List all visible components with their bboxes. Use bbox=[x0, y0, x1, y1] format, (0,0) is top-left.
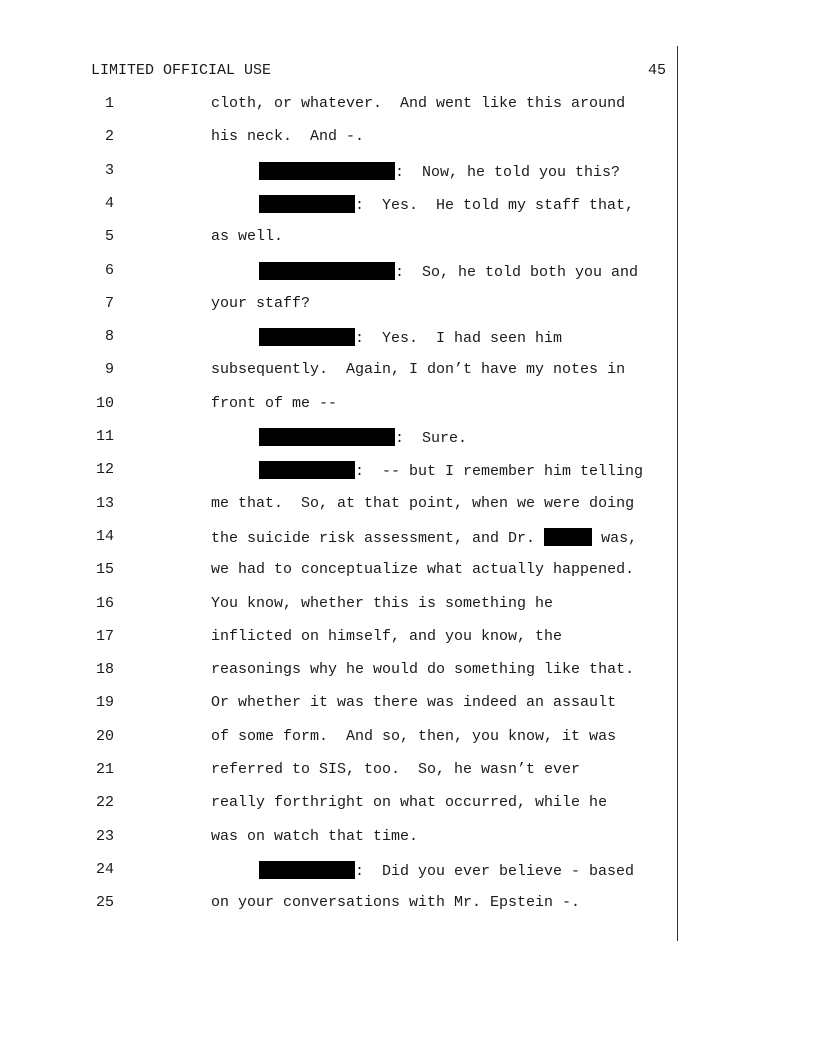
line-text-segment: me that. So, at that point, when we were doing bbox=[211, 494, 635, 512]
line-text-segment: reasonings why he would do something like that. bbox=[211, 661, 635, 679]
line-text-segment: : Now, he told you this? bbox=[395, 163, 621, 181]
line-text-segment: was on watch that time. bbox=[211, 827, 419, 845]
line-number: 19 bbox=[95, 694, 114, 712]
transcript-line bbox=[0, 794, 680, 814]
line-text bbox=[211, 228, 283, 245]
line-text bbox=[259, 861, 634, 880]
line-text bbox=[211, 361, 625, 378]
line-text bbox=[259, 328, 562, 347]
line-number: 25 bbox=[95, 894, 114, 912]
line-text-segment: we had to conceptualize what actually happened. bbox=[211, 561, 635, 579]
line-number: 5 bbox=[104, 228, 114, 246]
transcript-line bbox=[0, 361, 680, 381]
page-number: 45 bbox=[648, 62, 667, 79]
transcript-line bbox=[0, 728, 680, 748]
line-text bbox=[211, 128, 364, 145]
redacted-speaker-name bbox=[259, 428, 395, 446]
line-number: 2 bbox=[104, 128, 114, 146]
line-number: 22 bbox=[95, 794, 114, 812]
line-text-segment: his neck. And -. bbox=[211, 128, 365, 146]
line-text bbox=[211, 761, 580, 778]
transcript-line bbox=[0, 495, 680, 515]
line-text bbox=[211, 894, 580, 911]
line-text bbox=[211, 495, 634, 512]
line-text-segment: : Did you ever believe - based bbox=[355, 862, 635, 880]
line-text bbox=[259, 162, 620, 181]
line-text-segment: front of me -- bbox=[211, 394, 338, 412]
transcript-line bbox=[0, 128, 680, 148]
line-number: 11 bbox=[95, 428, 114, 445]
redacted-speaker-name bbox=[259, 861, 355, 879]
line-text-segment: your staff? bbox=[211, 294, 311, 312]
line-text-segment: : Yes. I had seen him bbox=[355, 330, 563, 348]
line-text bbox=[211, 395, 337, 412]
line-number: 24 bbox=[95, 860, 114, 878]
transcript-line bbox=[0, 595, 680, 615]
line-number: 10 bbox=[95, 394, 114, 412]
line-text bbox=[211, 828, 418, 845]
line-number: 16 bbox=[95, 594, 114, 612]
transcript-line bbox=[0, 561, 680, 581]
redacted-speaker-name bbox=[259, 195, 355, 213]
line-text-segment: cloth, or whatever. And went like this around bbox=[211, 95, 626, 112]
transcript-line bbox=[0, 628, 680, 648]
redacted-speaker-name bbox=[259, 461, 355, 479]
line-text-segment: inflicted on himself, and you know, the bbox=[211, 627, 563, 645]
transcript-line bbox=[0, 395, 680, 415]
line-number: 9 bbox=[104, 361, 114, 379]
redacted-name bbox=[544, 528, 592, 546]
line-number: 6 bbox=[104, 261, 114, 279]
line-text bbox=[259, 428, 467, 447]
line-text bbox=[259, 195, 634, 214]
line-text-segment: really forthright on what occurred, while he bbox=[211, 794, 608, 812]
line-text-segment: : So, he told both you and bbox=[395, 263, 639, 281]
line-text bbox=[211, 728, 616, 745]
line-number: 20 bbox=[95, 727, 114, 745]
transcript-line bbox=[0, 528, 680, 548]
transcript-line bbox=[0, 262, 680, 282]
transcript-line bbox=[0, 694, 680, 714]
line-number: 17 bbox=[95, 627, 114, 645]
transcript-line bbox=[0, 894, 680, 914]
line-number: 4 bbox=[104, 194, 114, 212]
line-text-segment: on your conversations with Mr. Epstein -. bbox=[211, 894, 581, 912]
transcript-line bbox=[0, 162, 680, 182]
transcript-line bbox=[0, 661, 680, 681]
line-text bbox=[211, 561, 634, 578]
transcript-line bbox=[0, 428, 680, 448]
line-number: 15 bbox=[95, 561, 114, 579]
transcript-line bbox=[0, 95, 680, 115]
line-text-segment: of some form. And so, then, you know, it was bbox=[211, 727, 617, 745]
transcript-line bbox=[0, 461, 680, 481]
line-text bbox=[211, 295, 310, 312]
line-text bbox=[211, 95, 625, 112]
line-text-segment: was, bbox=[592, 529, 638, 547]
line-text bbox=[211, 794, 607, 811]
line-number: 3 bbox=[104, 161, 114, 179]
line-text bbox=[211, 595, 553, 612]
line-text bbox=[211, 694, 616, 711]
transcript-line bbox=[0, 861, 680, 881]
line-number: 21 bbox=[95, 761, 114, 778]
classification-header: LIMITED OFFICIAL USE bbox=[91, 62, 272, 79]
transcript-line bbox=[0, 328, 680, 348]
line-text bbox=[211, 661, 634, 678]
transcript-line bbox=[0, 228, 680, 248]
line-number: 23 bbox=[95, 827, 114, 845]
line-number: 8 bbox=[104, 328, 114, 346]
redacted-speaker-name bbox=[259, 262, 395, 280]
line-number: 1 bbox=[104, 95, 114, 112]
line-text-segment: as well. bbox=[211, 228, 284, 246]
line-text-segment: the suicide risk assessment, and Dr. bbox=[211, 529, 545, 547]
line-text bbox=[259, 461, 643, 480]
transcript-line bbox=[0, 828, 680, 848]
line-text-segment: : -- but I remember him telling bbox=[355, 463, 644, 481]
line-text bbox=[211, 628, 562, 645]
transcript-line bbox=[0, 195, 680, 215]
transcript-line bbox=[0, 295, 680, 315]
line-text-segment: referred to SIS, too. So, he wasn’t ever bbox=[211, 761, 581, 778]
line-text bbox=[259, 262, 638, 281]
line-number: 13 bbox=[95, 494, 114, 512]
line-number: 12 bbox=[95, 461, 114, 479]
transcript-line bbox=[0, 761, 680, 781]
redacted-speaker-name bbox=[259, 162, 395, 180]
line-text-segment: subsequently. Again, I don’t have my notes in bbox=[211, 361, 626, 379]
line-text-segment: : Yes. He told my staff that, bbox=[355, 196, 635, 214]
line-number: 14 bbox=[95, 527, 114, 545]
line-text bbox=[211, 528, 637, 547]
line-text-segment: Or whether it was there was indeed an assault bbox=[211, 694, 617, 712]
line-text-segment: You know, whether this is something he bbox=[211, 594, 554, 612]
line-number: 18 bbox=[95, 661, 114, 679]
redacted-speaker-name bbox=[259, 328, 355, 346]
line-text-segment: : Sure. bbox=[395, 430, 468, 447]
line-number: 7 bbox=[104, 294, 114, 312]
